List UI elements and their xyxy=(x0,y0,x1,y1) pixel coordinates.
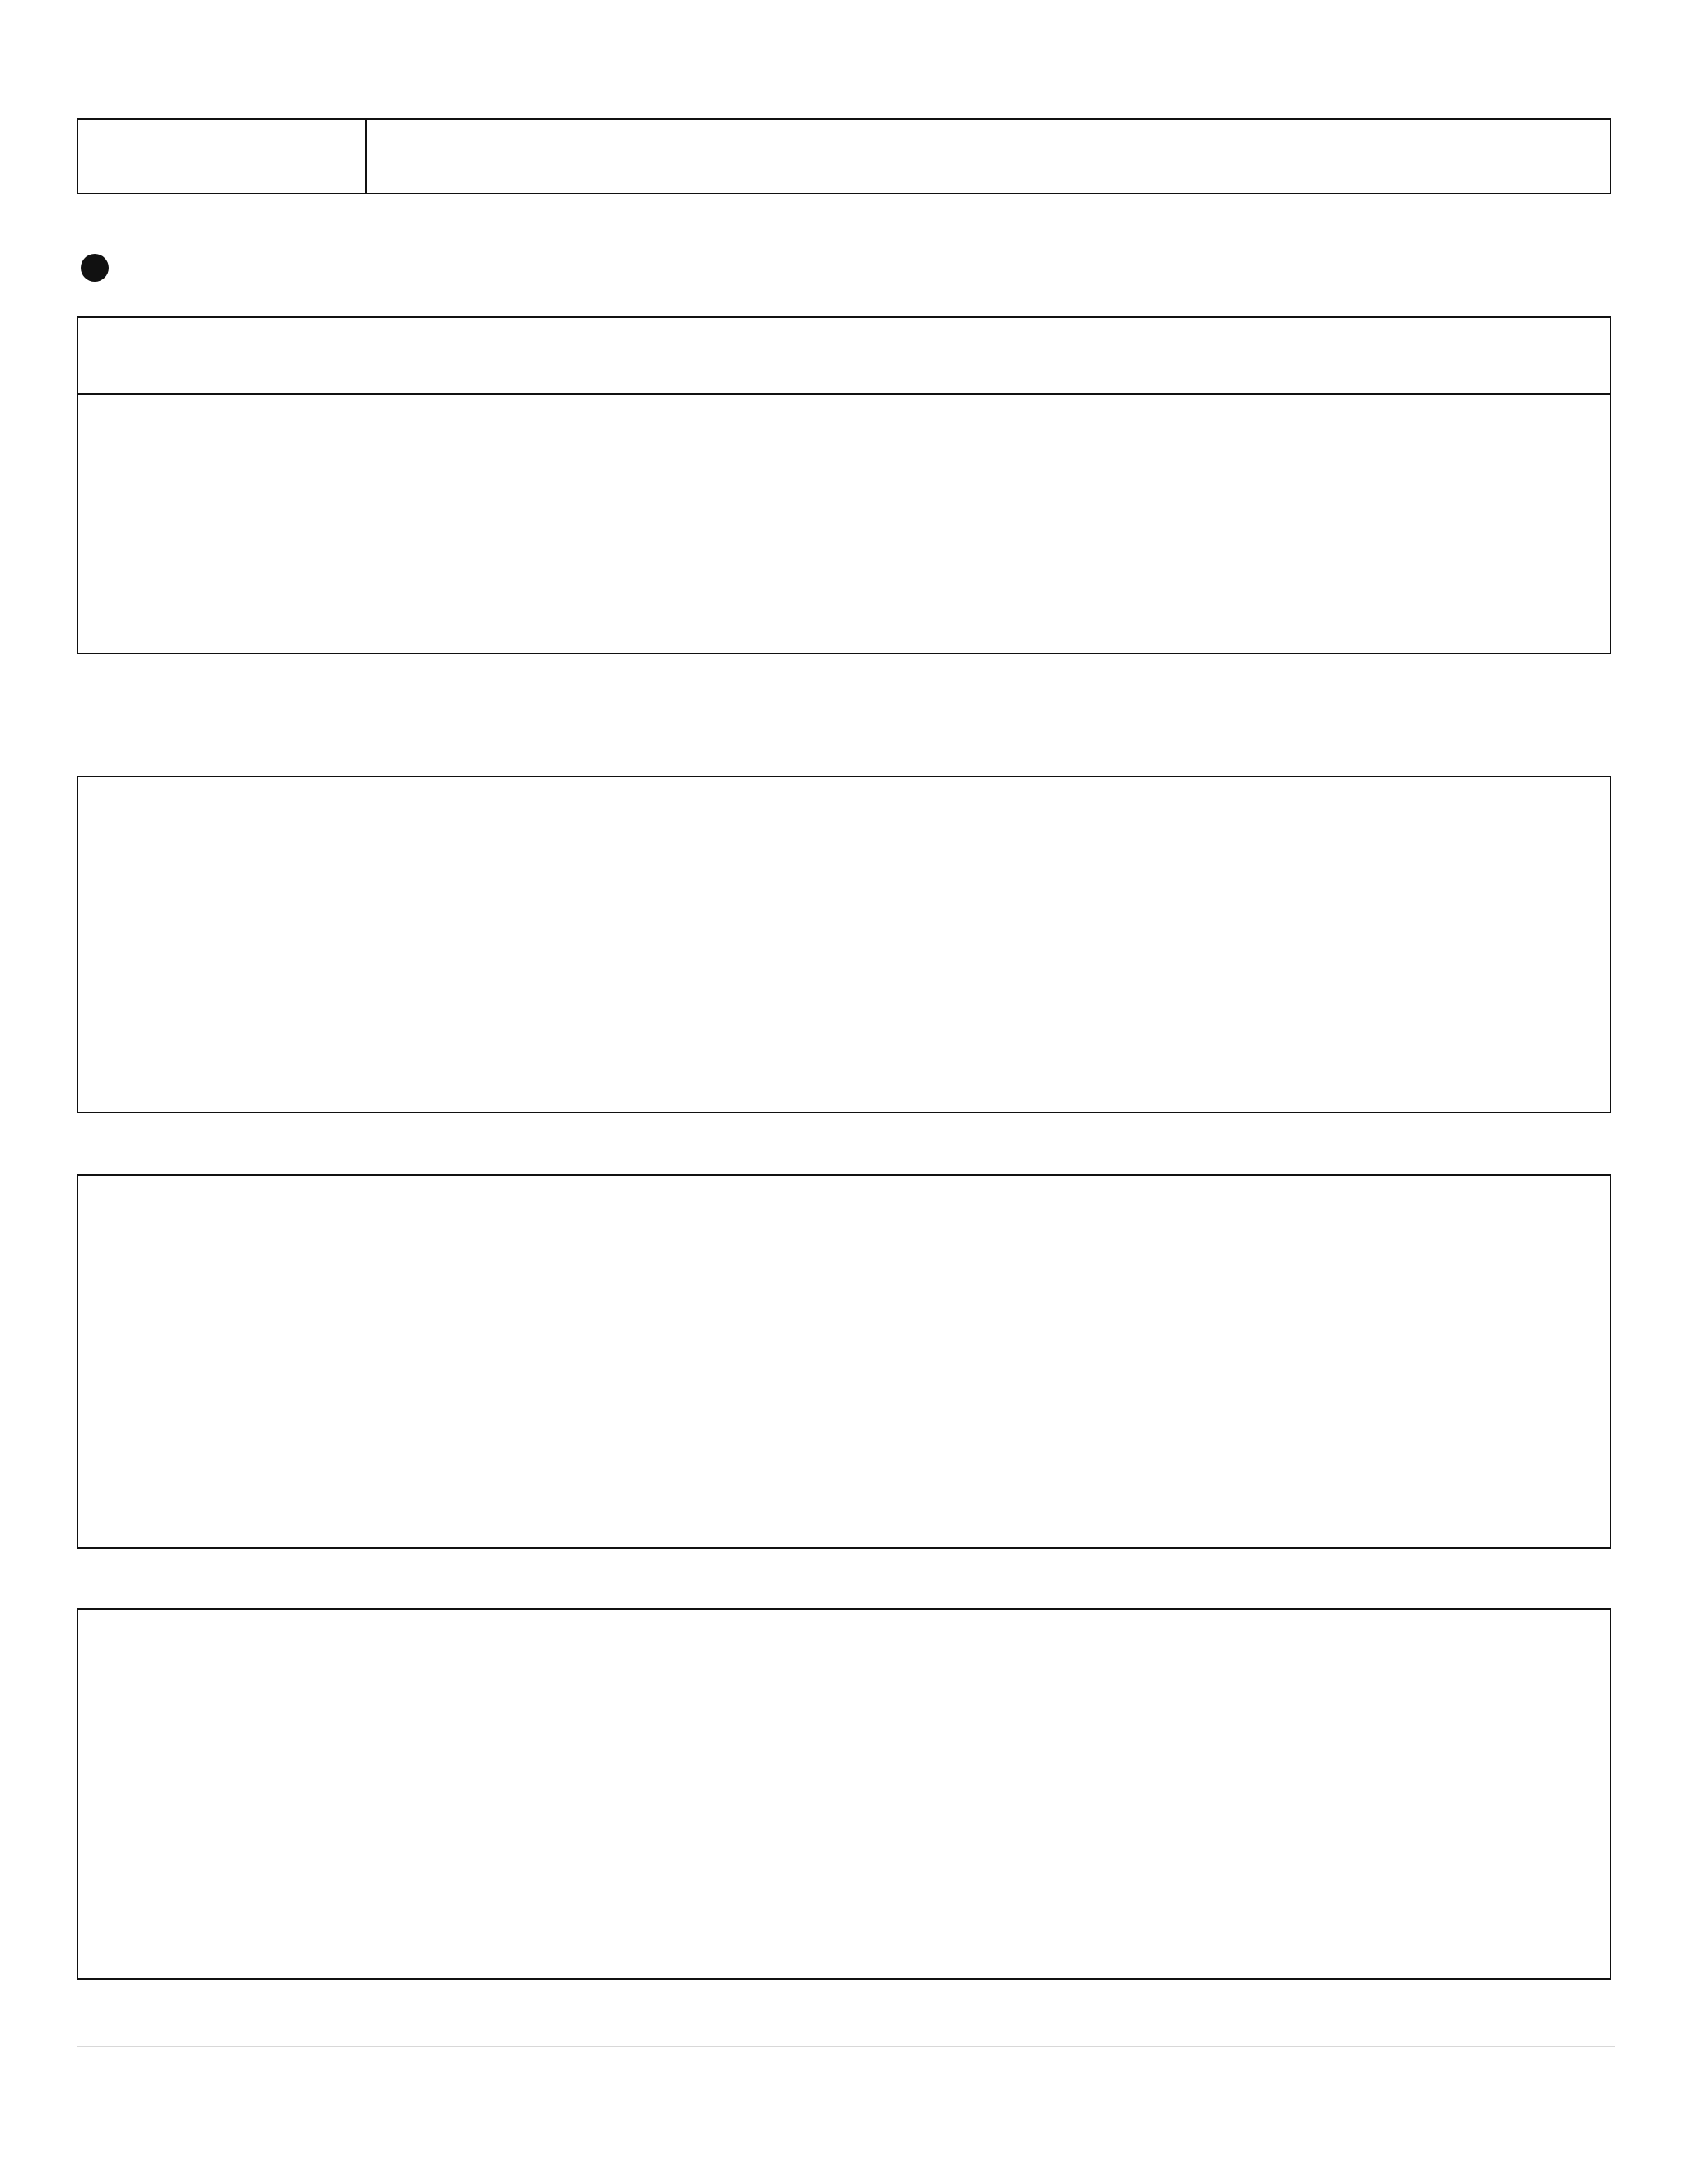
continued-responsibility-list xyxy=(367,120,1610,193)
job-bullet-list xyxy=(78,395,1610,401)
number-badge xyxy=(81,254,109,282)
job-table xyxy=(77,316,1611,654)
job-period-heading xyxy=(81,254,120,282)
continued-project-table xyxy=(77,118,1611,194)
page-footer xyxy=(77,2003,1615,2047)
empty-label-cell xyxy=(78,120,367,193)
job-header xyxy=(78,318,108,393)
project-table-hts xyxy=(77,1608,1611,1980)
project-table-denso xyxy=(77,1174,1611,1549)
project-table-mapletree xyxy=(77,776,1611,1113)
